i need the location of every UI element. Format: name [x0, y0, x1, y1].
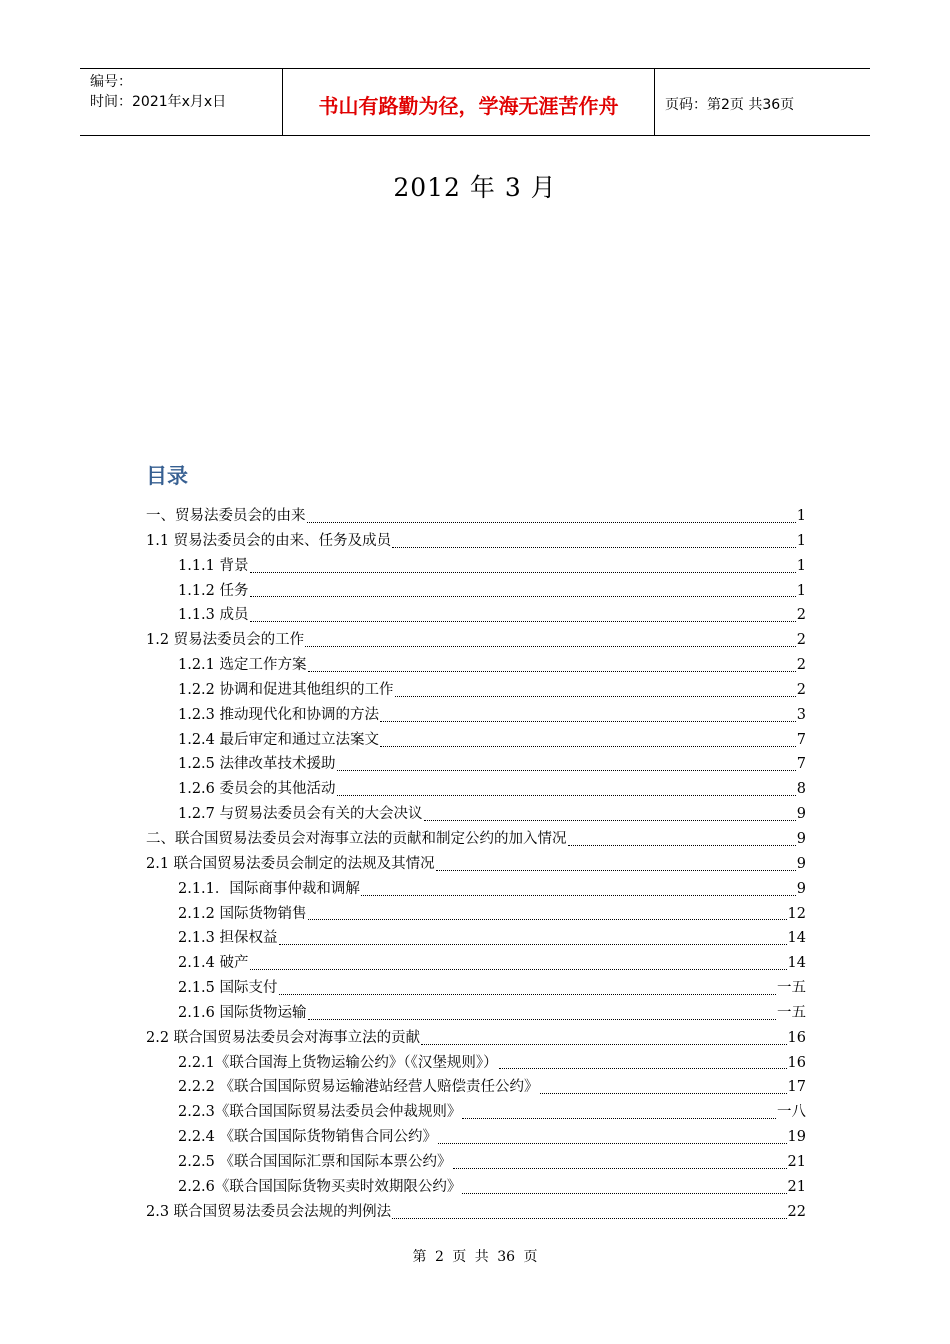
- toc-leader-dots: [380, 746, 796, 747]
- toc-entry[interactable]: [146, 976, 806, 1001]
- header-number-label: 编号：: [90, 74, 132, 90]
- toc-leader-dots: [308, 919, 787, 920]
- toc-entry-page: 12: [787, 905, 806, 922]
- toc-entry[interactable]: [146, 877, 806, 902]
- toc-entry[interactable]: [146, 603, 806, 628]
- toc-entry[interactable]: [146, 529, 806, 554]
- toc-entry-label: 1.2.1 选定工作方案: [178, 657, 307, 674]
- toc-leader-dots: [499, 1068, 787, 1069]
- toc-entry-label: 一、贸易法委员会的由来: [146, 508, 306, 524]
- toc-entry-label: 2.1.6 国际货物运输: [178, 1004, 307, 1021]
- toc-entry-label: 2.1 联合国贸易法委员会制定的法规及其情况: [146, 855, 435, 872]
- toc-leader-dots: [424, 820, 796, 821]
- toc-entry[interactable]: [146, 926, 806, 951]
- toc-entry-label: 2.2.2 《联合国国际贸易运输港站经营人赔偿责任公约》: [178, 1079, 539, 1096]
- toc-entry-label: 1.1.1 背景: [178, 557, 249, 574]
- toc-leader-dots: [337, 770, 796, 771]
- page-header: [80, 68, 870, 136]
- toc-entry-label: 2.2.6《联合国国际货物买卖时效期限公约》: [178, 1178, 462, 1195]
- toc-entry-page: 9: [796, 806, 806, 823]
- toc-entry[interactable]: [146, 653, 806, 678]
- header-meta: [80, 69, 282, 135]
- toc-entry-label: 2.3 联合国贸易法委员会法规的判例法: [146, 1203, 392, 1220]
- toc-leader-dots: [250, 596, 796, 597]
- toc-entry-page: 14: [787, 955, 806, 972]
- toc-leader-dots: [380, 721, 796, 722]
- page-footer: 第 2 页 共 36 页: [412, 1249, 538, 1265]
- toc-entry-page: 21: [787, 1153, 806, 1170]
- toc-entry-label: 1.2.5 法律改革技术援助: [178, 756, 336, 773]
- toc-leader-dots: [438, 1143, 787, 1144]
- toc-entry-label: 二、联合国贸易法委员会对海事立法的贡献和制定公约的加入情况: [146, 830, 567, 847]
- toc-entry[interactable]: [146, 852, 806, 877]
- toc-entry-page: 9: [796, 830, 806, 847]
- toc-entry[interactable]: [146, 1175, 806, 1200]
- toc-leader-dots: [307, 522, 796, 523]
- toc-leader-dots: [421, 1044, 786, 1045]
- toc-leader-dots: [462, 1193, 786, 1194]
- toc-leader-dots: [308, 671, 796, 672]
- table-of-contents: [146, 504, 806, 1224]
- toc-entry-page: 16: [787, 1054, 806, 1071]
- toc-entry[interactable]: [146, 504, 806, 529]
- toc-leader-dots: [308, 1019, 776, 1020]
- toc-entry-page: 1: [796, 532, 806, 549]
- toc-entry[interactable]: [146, 802, 806, 827]
- toc-entry[interactable]: [146, 1200, 806, 1225]
- toc-entry-label: 2.1.5 国际支付: [178, 980, 278, 997]
- toc-title: 目录: [146, 464, 188, 488]
- toc-leader-dots: [540, 1093, 787, 1094]
- toc-entry[interactable]: [146, 1125, 806, 1150]
- toc-entry-label: 2.2.3《联合国国际贸易法委员会仲裁规则》: [178, 1104, 462, 1121]
- toc-entry-page: 21: [787, 1178, 806, 1195]
- toc-entry-label: 2.2.4 《联合国国际货物销售合同公约》: [178, 1129, 438, 1146]
- toc-leader-dots: [392, 1218, 786, 1219]
- toc-entry-page: 16: [787, 1029, 806, 1046]
- toc-entry-page: 7: [796, 731, 806, 748]
- toc-entry-label: 2.1.4 破产: [178, 955, 249, 972]
- toc-entry[interactable]: [146, 728, 806, 753]
- toc-leader-dots: [568, 845, 796, 846]
- toc-entry-page: 2: [796, 657, 806, 674]
- toc-leader-dots: [462, 1118, 776, 1119]
- toc-entry-label: 1.1.3 成员: [178, 607, 249, 624]
- toc-entry[interactable]: [146, 1001, 806, 1026]
- toc-entry-label: 1.2.3 推动现代化和协调的方法: [178, 706, 380, 723]
- toc-entry-page: 22: [787, 1203, 806, 1220]
- toc-entry-page: 3: [796, 706, 806, 723]
- toc-leader-dots: [395, 696, 796, 697]
- toc-entry-page: 一八: [777, 1104, 806, 1121]
- toc-leader-dots: [250, 572, 796, 573]
- toc-entry-page: 9: [796, 855, 806, 872]
- toc-entry[interactable]: [146, 752, 806, 777]
- toc-entry-page: 一五: [777, 980, 806, 997]
- toc-entry[interactable]: [146, 1051, 806, 1076]
- toc-entry-page: 1: [796, 508, 806, 524]
- toc-leader-dots: [250, 621, 796, 622]
- toc-leader-dots: [453, 1168, 787, 1169]
- toc-entry-label: 2.1.2 国际货物销售: [178, 905, 307, 922]
- toc-entry-label: 2.2.5 《联合国国际汇票和国际本票公约》: [178, 1153, 452, 1170]
- toc-entry-label: 2.2 联合国贸易法委员会对海事立法的贡献: [146, 1029, 421, 1046]
- toc-entry-page: 2: [796, 681, 806, 698]
- toc-leader-dots: [250, 969, 787, 970]
- toc-entry-label: 1.2.7 与贸易法委员会有关的大会决议: [178, 806, 423, 823]
- toc-entry-page: 14: [787, 930, 806, 947]
- toc-entry[interactable]: [146, 827, 806, 852]
- toc-entry-page: 一五: [777, 1004, 806, 1021]
- toc-entry-label: 1.2 贸易法委员会的工作: [146, 632, 305, 649]
- toc-leader-dots: [361, 895, 796, 896]
- toc-entry-page: 9: [796, 880, 806, 897]
- toc-entry[interactable]: [146, 777, 806, 802]
- toc-leader-dots: [279, 944, 787, 945]
- toc-entry-page: 7: [796, 756, 806, 773]
- toc-entry-label: 2.1.3 担保权益: [178, 930, 278, 947]
- toc-entry-label: 2.1.1．国际商事仲裁和调解: [178, 880, 360, 897]
- toc-entry[interactable]: [146, 1026, 806, 1051]
- toc-leader-dots: [279, 994, 776, 995]
- toc-entry-label: 1.1 贸易法委员会的由来、任务及成员: [146, 532, 392, 549]
- toc-leader-dots: [392, 547, 796, 548]
- toc-entry[interactable]: [146, 554, 806, 579]
- toc-entry[interactable]: [146, 628, 806, 653]
- toc-entry[interactable]: [146, 1150, 806, 1175]
- date-line: 2012 年 3 月: [393, 173, 557, 202]
- toc-entry-page: 17: [787, 1079, 806, 1096]
- header-motto: 书山有路勤为径，学海无涯苦作舟: [282, 69, 655, 135]
- header-time-label: 时间：2021年x月x日: [90, 94, 227, 110]
- toc-entry[interactable]: [146, 678, 806, 703]
- toc-entry-page: 8: [796, 781, 806, 798]
- toc-entry-page: 2: [796, 607, 806, 624]
- toc-entry-label: 1.2.2 协调和促进其他组织的工作: [178, 681, 394, 698]
- toc-entry[interactable]: [146, 703, 806, 728]
- toc-entry-page: 1: [796, 557, 806, 574]
- toc-entry-page: 1: [796, 582, 806, 599]
- toc-entry-label: 1.2.6 委员会的其他活动: [178, 781, 336, 798]
- toc-entry[interactable]: [146, 951, 806, 976]
- toc-leader-dots: [305, 646, 796, 647]
- toc-entry-label: 2.2.1《联合国海上货物运输公约》（《汉堡规则》）: [178, 1054, 498, 1071]
- toc-entry[interactable]: [146, 1075, 806, 1100]
- toc-entry[interactable]: [146, 902, 806, 927]
- toc-entry[interactable]: [146, 1100, 806, 1125]
- toc-leader-dots: [337, 795, 796, 796]
- toc-entry-label: 1.2.4 最后审定和通过立法案文: [178, 731, 380, 748]
- toc-leader-dots: [436, 870, 796, 871]
- toc-entry-page: 19: [787, 1129, 806, 1146]
- toc-entry-label: 1.1.2 任务: [178, 582, 249, 599]
- header-page-label: 页码：第2页 共36页: [665, 97, 795, 113]
- toc-entry-page: 2: [796, 632, 806, 649]
- toc-entry[interactable]: [146, 579, 806, 604]
